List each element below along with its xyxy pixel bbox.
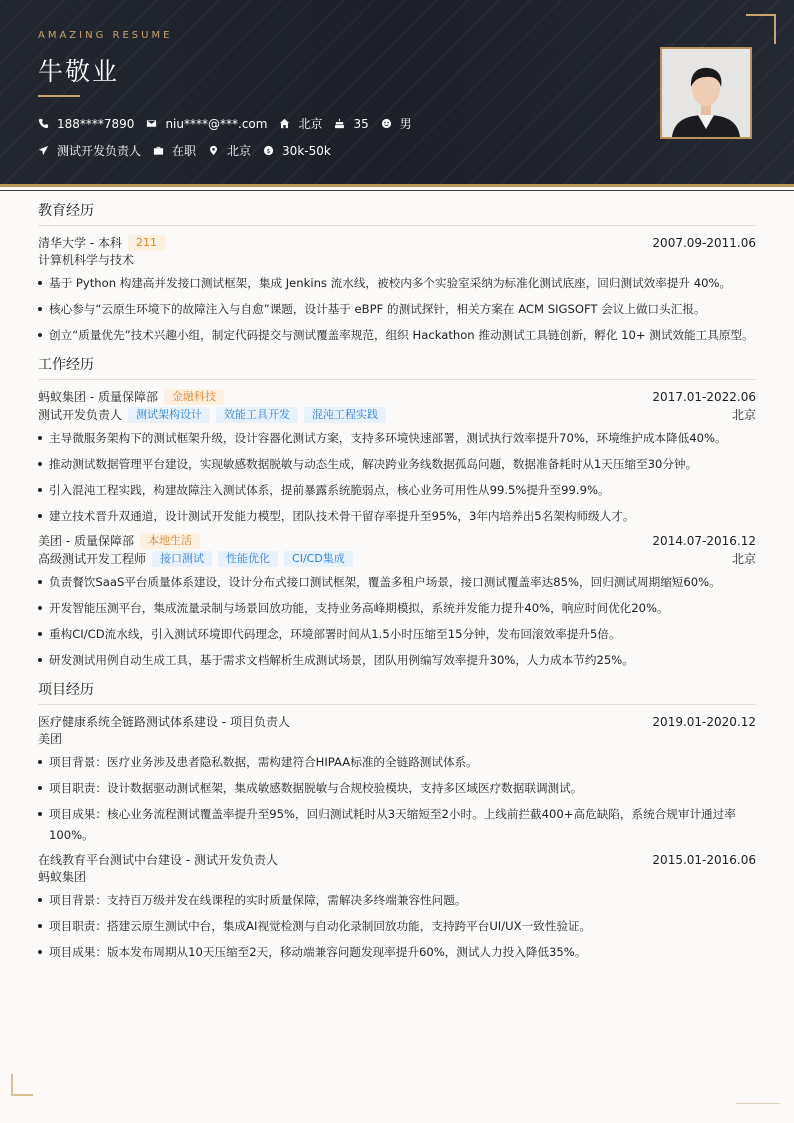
skill-tag: 性能优化: [218, 551, 278, 567]
intent-status: [153, 142, 196, 159]
profile-photo: [660, 47, 752, 139]
header-rule: [0, 190, 794, 191]
project-bullets: [38, 752, 756, 846]
skill-tag: 测试架构设计: [128, 407, 210, 423]
list-item: 重构CI/CD流水线，引入测试环境即代码理念，环境部署时间从1.5小时压缩至15分钟，发布回滚效率提升5倍。: [38, 624, 756, 645]
list-item: 项目背景：医疗业务涉及患者隐私数据，需构建符合HIPAA标准的全链路测试体系。: [38, 752, 756, 773]
list-item: 负责餐饮SaaS平台质量体系建设，设计分布式接口测试框架，覆盖多租户场景，接口测试覆盖率达85%，回归测试周期缩短60%。: [38, 572, 756, 593]
school-name: 清华大学 - 本科: [38, 236, 122, 250]
education-entry-header: [38, 234, 756, 252]
list-item: 建立技术晋升双通道，设计测试开发能力模型，团队技术骨干留存率提升至95%，3年内培养出5名架构师级人才。: [38, 506, 756, 527]
skill-tag: 混沌工程实践: [304, 407, 386, 423]
project-name: 在线教育平台测试中台建设 - 测试开发负责人: [38, 853, 278, 867]
candidate-name: 牛敬业: [38, 57, 120, 86]
email-text: niu****@***.com: [165, 116, 268, 131]
decorative-corner: [11, 1074, 33, 1096]
work-bullets: [38, 428, 756, 527]
svg-text:$: $: [266, 146, 271, 155]
age-text: 35: [353, 116, 369, 131]
industry-tag: 本地生活: [140, 533, 200, 549]
projects-section: [38, 679, 756, 963]
city-text: 北京: [298, 117, 323, 131]
education-date: 2007.09-2011.06: [652, 236, 756, 250]
intent-status-text: 在职: [172, 144, 197, 158]
projects-title: 项目经历: [38, 679, 756, 705]
job-role: 测试开发负责人: [38, 408, 123, 422]
phone-icon: [38, 118, 49, 129]
contact-age: [334, 117, 368, 131]
profile-photo-image: [662, 49, 750, 137]
project-entry-header: [38, 851, 756, 869]
cake-icon: [334, 118, 345, 129]
work-city: 北京: [731, 552, 756, 566]
education-major: 计算机科学与技术: [38, 253, 135, 267]
list-item: 核心参与“云原生环境下的故障注入与自愈”课题，设计基于 eBPF 的测试探针，相关方案在 ACM SIGSOFT 会议上做口头汇报。: [38, 299, 756, 320]
send-icon: [38, 145, 49, 156]
contact-phone: [38, 117, 134, 131]
list-item: 项目职责：设计数据驱动测试框架，集成敏感数据脱敏与合规校验模块，支持多区域医疗数据联调测试。: [38, 778, 756, 799]
project-name: 医疗健康系统全链路测试体系建设 - 项目负责人: [38, 715, 290, 729]
project-entry-header: [38, 713, 756, 731]
company-name: 蚂蚁集团 - 质量保障部: [38, 390, 158, 404]
intent-city: [208, 142, 251, 159]
skill-tag: CI/CD集成: [284, 551, 353, 567]
project-date: 2015.01-2016.06: [652, 853, 756, 867]
list-item: 项目背景：支持百万级并发在线课程的实时质量保障，需解决多终端兼容性问题。: [38, 890, 756, 911]
intent-position-text: 测试开发负责人: [57, 144, 142, 158]
intent-salary-text: 30k-50k: [282, 143, 331, 158]
industry-tag: 金融科技: [164, 389, 224, 405]
education-section: [38, 200, 756, 346]
contact-email: [146, 117, 267, 131]
work-city: 北京: [731, 408, 756, 422]
list-item: 推动测试数据管理平台建设，实现敏感数据脱敏与动态生成，解决跨业务线数据孤岛问题，数据准备耗时从1天压缩至30分钟。: [38, 454, 756, 475]
decorative-line: [736, 1103, 780, 1104]
resume-body: [38, 200, 756, 971]
work-bullets: [38, 572, 756, 671]
contact-row: [38, 115, 424, 132]
project-bullets: [38, 890, 756, 963]
briefcase-icon: [153, 145, 164, 156]
list-item: 引入混沌工程实践，构建故障注入测试体系，提前暴露系统脆弱点，核心业务可用性从99.5%提升至99.9%。: [38, 480, 756, 501]
decorative-corner: [746, 14, 776, 44]
resume-header: [0, 0, 794, 187]
list-item: 开发智能压测平台，集成流量录制与场景回放功能，支持业务高峰期模拟，系统并发能力提升40%，响应时间优化20%。: [38, 598, 756, 619]
job-intent-row: [38, 142, 343, 159]
list-item: 项目成果：核心业务流程测试覆盖率提升至95%，回归测试耗时从3天缩短至2小时。上线前拦截400+高危缺陷，系统合规审计通过率100%。: [38, 804, 756, 846]
education-bullets: [38, 273, 756, 346]
contact-gender: [381, 115, 412, 132]
intent-position: [38, 142, 141, 159]
intent-city-text: 北京: [227, 144, 252, 158]
list-item: 创立“质量优先”技术兴趣小组，制定代码提交与测试覆盖率规范，组织 Hackathon 推动测试工具链创新，孵化 10+ 测试效能工具原型。: [38, 325, 756, 346]
job-role: 高级测试开发工程师: [38, 552, 147, 566]
list-item: 主导微服务架构下的测试框架升级，设计容器化测试方案，支持多环境快速部署，测试执行效率提升70%，环境维护成本降低40%。: [38, 428, 756, 449]
location-pin-icon: [208, 145, 219, 156]
project-date: 2019.01-2020.12: [652, 715, 756, 729]
work-section: [38, 354, 756, 671]
phone-text: 188****7890: [57, 116, 135, 131]
work-date: 2014.07-2016.12: [652, 534, 756, 548]
work-entry-header: [38, 388, 756, 406]
home-icon: [279, 118, 290, 129]
skill-tag: 接口测试: [152, 551, 212, 567]
work-role-row: [38, 406, 756, 424]
list-item: 基于 Python 构建高并发接口测试框架，集成 Jenkins 流水线，被校内多个实验室采纳为标准化测试底座，回归测试效率提升 40%。: [38, 273, 756, 294]
work-date: 2017.01-2022.06: [652, 390, 756, 404]
work-role-row: [38, 550, 756, 568]
company-name: 美团 - 质量保障部: [38, 534, 134, 548]
list-item: 研发测试用例自动生成工具，基于需求文档解析生成测试场景，团队用例编写效率提升30%，人力成本节约25%。: [38, 650, 756, 671]
list-item: 项目成果：版本发布周期从10天压缩至2天，移动端兼容问题发现率提升60%，测试人力投入降低35%。: [38, 942, 756, 963]
name-underline: [38, 95, 80, 97]
contact-city: [279, 115, 322, 132]
project-org: 美团: [38, 732, 63, 746]
work-title: 工作经历: [38, 354, 756, 380]
mail-icon: [146, 118, 157, 129]
gender-text: 男: [399, 117, 412, 131]
work-entry-header: [38, 532, 756, 550]
coin-icon: [263, 145, 274, 156]
intent-salary: [263, 144, 331, 158]
skill-tag: 效能工具开发: [216, 407, 298, 423]
project-org: 蚂蚁集团: [38, 870, 87, 884]
gender-icon: [381, 118, 392, 129]
school-tag: 211: [128, 235, 165, 251]
list-item: 项目职责：搭建云原生测试中台，集成AI视觉检测与自动化录制回放功能，支持跨平台UI/UX一致性验证。: [38, 916, 756, 937]
resume-tagline: AMAZING RESUME: [38, 30, 173, 41]
education-title: 教育经历: [38, 200, 756, 226]
